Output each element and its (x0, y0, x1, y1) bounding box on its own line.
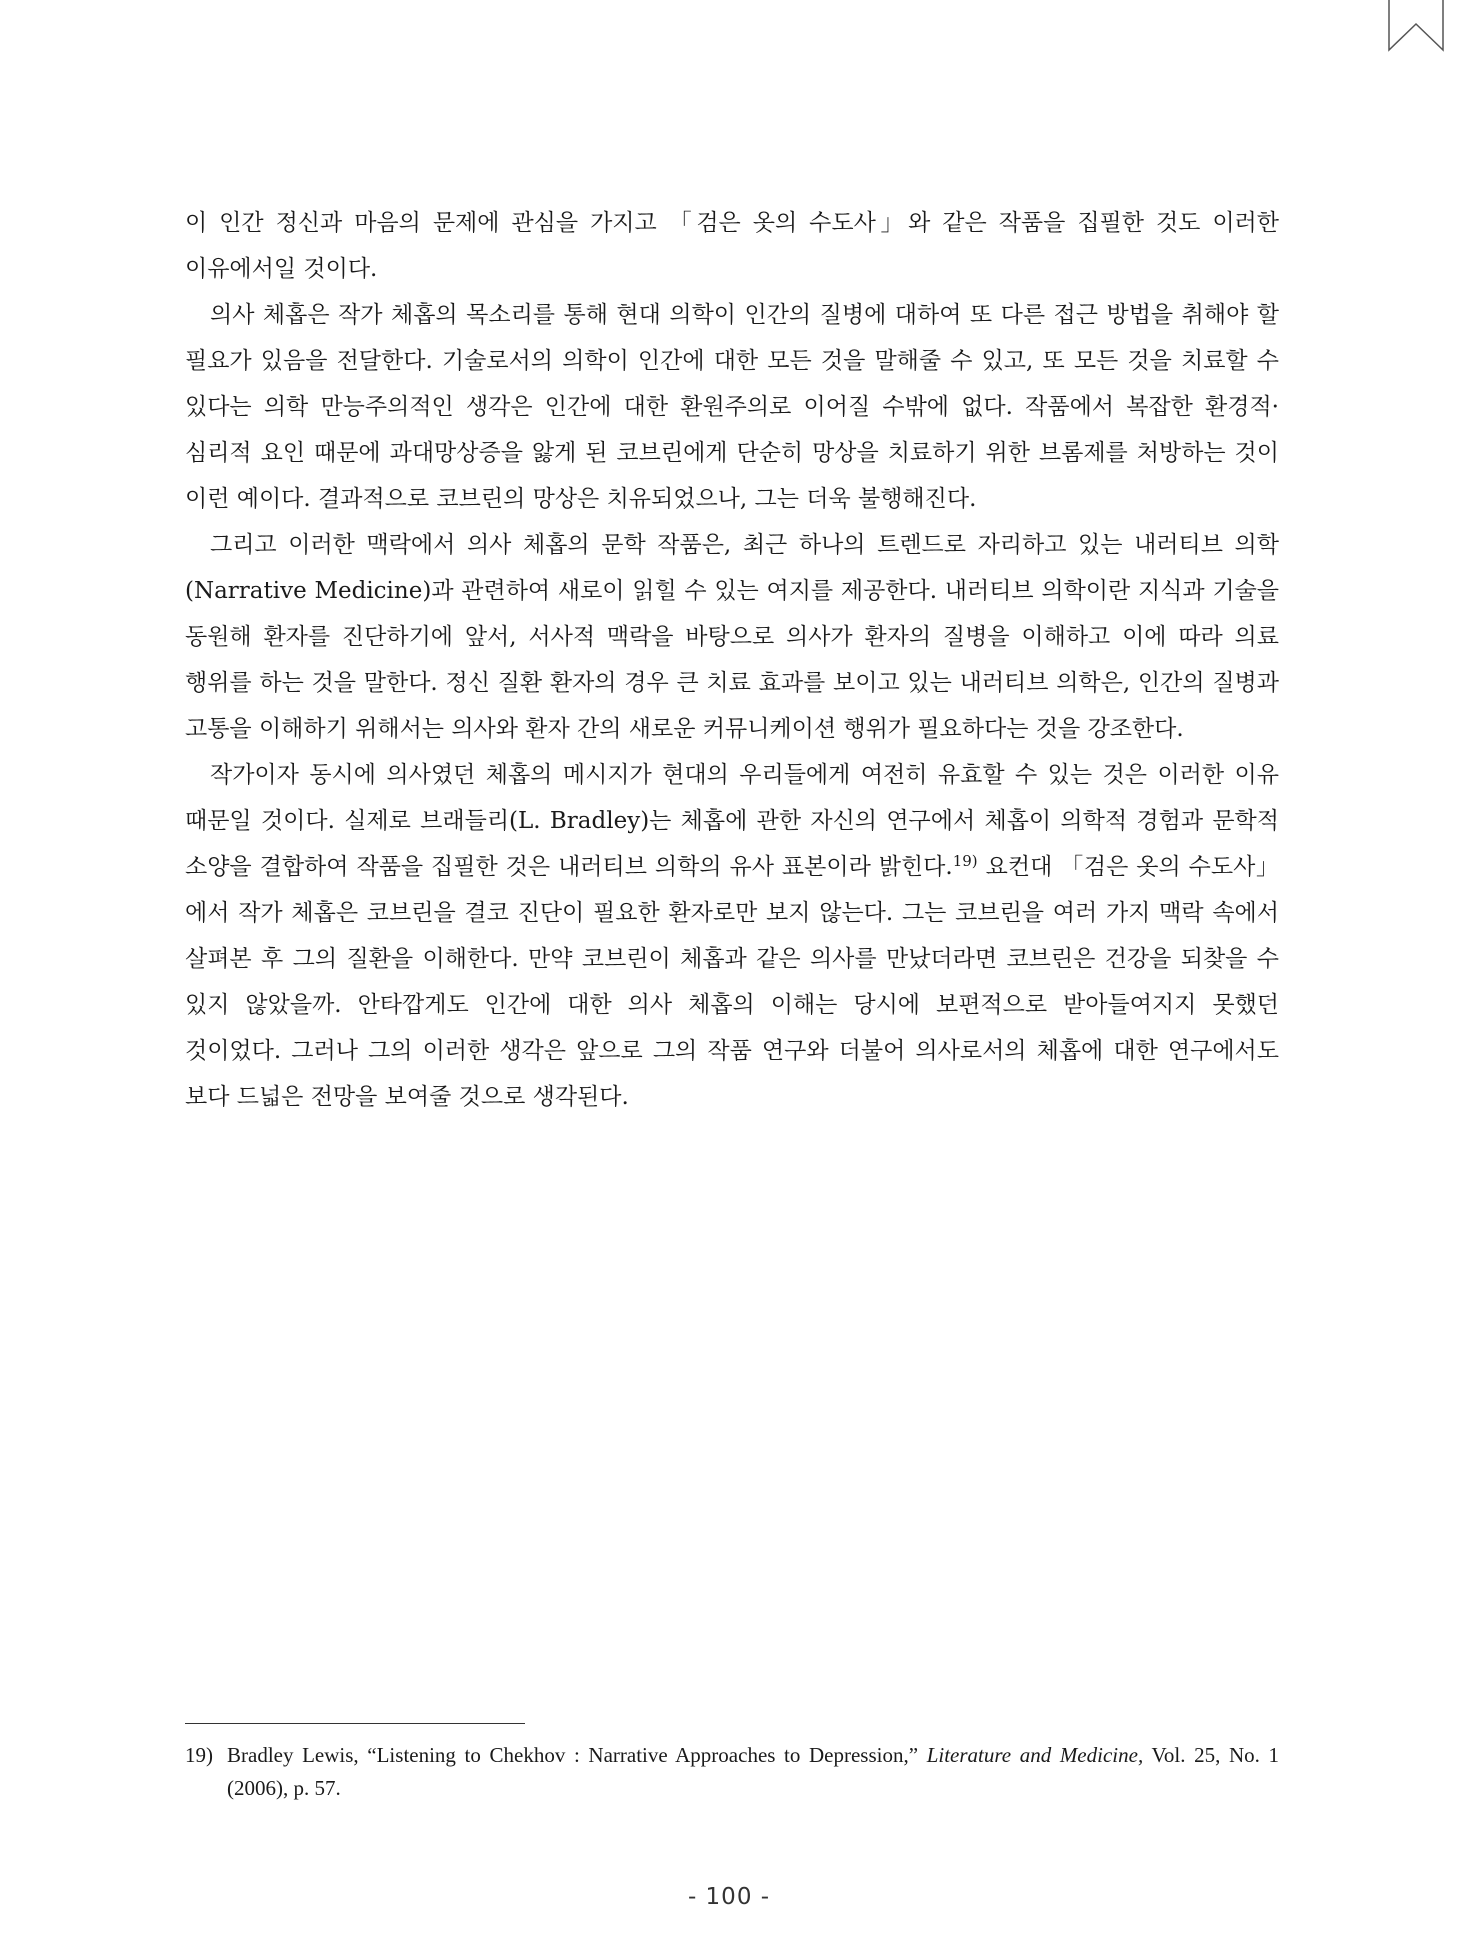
footnote-reference[interactable]: 19) (952, 852, 978, 870)
body-paragraph: 의사 체홉은 작가 체홉의 목소리를 통해 현대 의학이 인간의 질병에 대하여 또 다른 접근 방법을 취해야 할 필요가 있음을 전달한다. 기술로서의 의학이 인간에 대한 모든 것을 말해줄 수 있고, 또 모든 것을 치료할 수 있다는 의학 만능주의적인 생각은 인간에 대한 환원주의로 이어질 수밖에 없다. 작품에서 복잡한 환경적·심리적 요인 때문에 과대망상증을 앓게 된 코브린에게 단순히 망상을 치료하기 위한 브롬제를 처방하는 것이 이런 예이다. 결과적으로 코브린의 망상은 치유되었으나, 그는 더욱 불행해진다. (185, 302, 1279, 512)
body-paragraph: 그리고 이러한 맥락에서 의사 체홉의 문학 작품은, 최근 하나의 트렌드로 자리하고 있는 내러티브 의학(Narrative Medicine)과 관련하여 새로이 읽힐 수 있는 여지를 제공한다. 내러티브 의학이란 지식과 기술을 동원해 환자를 진단하기에 앞서, 서사적 맥락을 바탕으로 의사가 환자의 질병을 이해하고 이에 따라 의료 행위를 하는 것을 말한다. 정신 질환 환자의 경우 큰 치료 효과를 보이고 있는 내러티브 의학은, 인간의 질병과 고통을 이해하기 위해서는 의사와 환자 간의 새로운 커뮤니케이션 행위가 필요하다는 것을 강조한다. (185, 532, 1280, 742)
bookmark-ribbon-icon (1388, 0, 1444, 52)
footnote-text (227, 1739, 1279, 1805)
footnote-journal-title: Literature and Medicine, (926, 1743, 1144, 1767)
footnotes (185, 1739, 1279, 1805)
body-paragraph (185, 752, 1279, 1120)
footnote-citation-end: Vol. 25, No. 1 (2006), p. 57. (227, 1743, 1280, 1800)
footnote-item (185, 1739, 1279, 1805)
footnote-number: 19) (185, 1743, 213, 1767)
paragraph-text-after-ref: 요컨대 「검은 옷의 수도사」에서 작가 체홉은 코브린을 결코 진단이 필요한 환자로만 보지 않는다. 그는 코브린을 여러 가지 맥락 속에서 살펴본 후 그의 질환을 이해한다. 만약 코브린이 체홉과 같은 의사를 만났더라면 코브린은 건강을 되찾을 수 있지 않았을까. 안타깝게도 인간에 대한 의사 체홉의 이해는 당시에 보편적으로 받아들여지지 못했던 것이었다. 그러나 그의 이러한 생각은 앞으로 그의 작품 연구와 더불어 의사로서의 체홉에 대한 연구에서도 보다 드넓은 전망을 보여줄 것으로 생각된다. (185, 854, 1279, 1110)
footnote-divider (185, 1723, 525, 1724)
footnote-citation-start: Bradley Lewis, “Listening to Chekhov : Narrative Approaches to Depression,” (227, 1743, 927, 1767)
body-text (185, 200, 1279, 1120)
paragraph-text-before-ref: 작가이자 동시에 의사였던 체홉의 메시지가 현대의 우리들에게 여전히 유효할 수 있는 것은 이러한 이유 때문일 것이다. 실제로 브래들리(L. Bradley)는 체홉에 관한 자신의 연구에서 체홉이 의학적 경험과 문학적 소양을 결합하여 작품을 집필한 것은 내러티브 의학의 유사 표본이라 밝힌다. (185, 762, 1279, 880)
body-paragraph: 이 인간 정신과 마음의 문제에 관심을 가지고 「검은 옷의 수도사」와 같은 작품을 집필한 것도 이러한 이유에서일 것이다. (185, 210, 1279, 282)
page-number: - 100 - (687, 1884, 771, 1910)
